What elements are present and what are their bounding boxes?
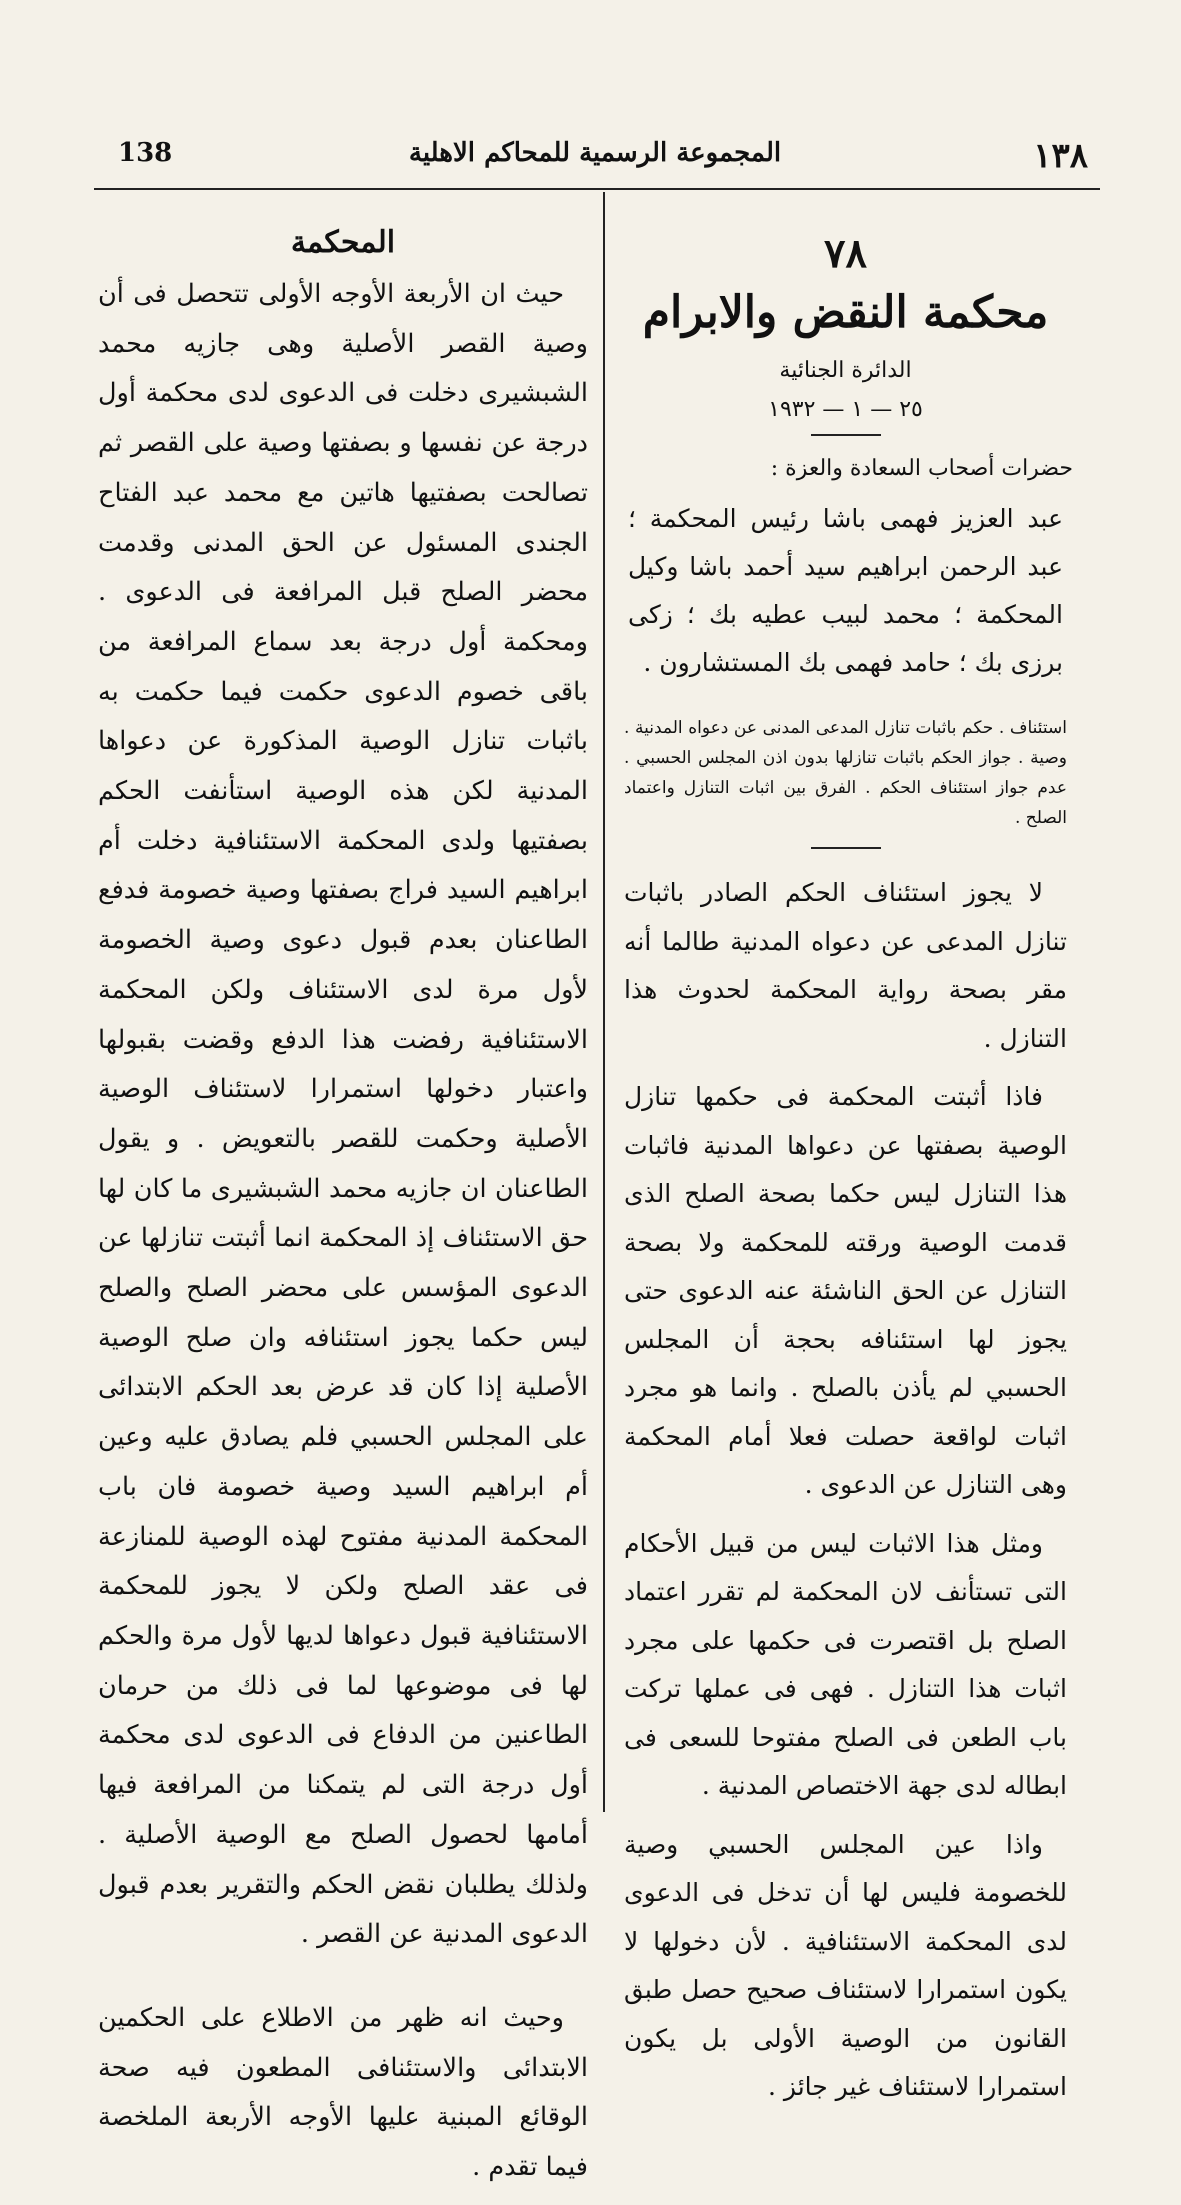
column-divider [603,192,605,1812]
publication-title: المجموعة الرسمية للمحاكم الاهلية [408,138,782,168]
case-summary: استئناف . حكم باثبات تنازل المدعى المدنى عن دعواه المدنية . وصية . جواز الحكم باثبات تنازلها بدون اذن المجلس الحسبي . عدم جواز استئناف الحكم . الفرق بين اثبات التنازل واعتماد الصلح . [624,718,1067,828]
judgment-paragraph: حيث ان الأربعة الأوجه الأولى تتحصل فى أن وصية القصر الأصلية وهى جازيه محمد الشبشيرى دخلت فى الدعوى لدى محكمة أول درجة عن نفسها و بصفتها وصية على القصر ثم تصالحت بصفتيها هاتين مع محمد عبد الفتاح الجندى المسئول عن الحق المدنى وقدمت محضر الصلح قبل المرافعة فى الدعوى . ومحكمة أول درجة بعد سماع المرافعة من باقى خصوم الدعوى حكمت فيما حكمت به باثبات تنازل الوصية المذكورة عن دعواها المدنية لكن هذه الوصية استأنفت الحكم بصفتيها ولدى المحكمة الاستئنافية دخلت أم ابراهيم السيد فراج بصفتها وصية خصومة فدفع الطاعنان بعدم قبول دعوى وصية الخصومة لأول مرة لدى الاستئناف ولكن المحكمة الاستئنافية رفضت هذا الدفع وقضت بقبولها واعتبار دخولها استمرارا لاستئناف الوصية الأصلية وحكمت للقصر بالتعويض . و يقول الطاعنان ان جازيه محمد الشبشيرى ما كان لها حق الاستئناف إذ المحكمة انما أثبتت تنازلها عن الدعوى المؤسس على محضر الصلح والصلح ليس حكما يجوز استئنافه وان صلح الوصية الأصلية إذا كان قد عرض بعد الحكم الابتدائى على المجلس الحسبي فلم يصادق عليه وعين أم ابراهيم السيد وصية خصومة فان باب المحكمة المدنية مفتوح لهذه الوصية للمنازعة فى عقد الصلح ولكن لا يجوز للمحكمة الاستئنافية قبول دعواها لديها لأول مرة والحكم لها فى موضوعها لما فى ذلك من حرمان الطاعنين من الدفاع فى الدعوى لدى محكمة أول درجة التى لم يتمكنا من المرافعة فيها أمامها لحصول الصلح مع الوصية الأصلية . ولذلك يطلبان نقض الحكم والتقرير بعدم قبول الدعوى المدنية عن القصر . [98,279,588,1950]
principle-paragraph: واذا عين المجلس الحسبي وصية للخصومة فليس لها أن تدخل فى الدعوى لدى المحكمة الاستئنافية . لأن دخولها لا يكون استمرارا لاستئناف صحيح حصل طبق القانون من الوصية الأولى بل يكون استمرارا لاستئناف غير جائز . [624,1829,1067,2101]
page-number-latin: 138 [118,138,173,168]
divider-short [811,434,881,436]
right-column [618,230,1073,2122]
circuit-name: الدائرة الجنائية [779,358,912,383]
left-column [98,225,588,2205]
judges-list: عبد العزيز فهمى باشا رئيس المحكمة ؛ عبد الرحمن ابراهيم سيد أحمد باشا وكيل المحكمة ؛ محمد لبيب عطيه بك ؛ زكى برزى بك ؛ حامد فهمى بك المستشارون . [628,504,1063,677]
page-number-arabic: ١٣٨ [1033,136,1088,176]
case-number: ٧٨ [824,230,867,277]
judgment-paragraph: وحيث انه ظهر من الاطلاع على الحكمين الابتدائى والاستئنافى المطعون فيه صحة الوقائع المبنية عليها الأوجه الأربعة الملخصة فيما تقدم . [98,2002,588,2183]
divider-short [811,847,881,849]
principle-paragraph: ومثل هذا الاثبات ليس من قبيل الأحكام التى تستأنف لان المحكمة لم تقرر اعتماد الصلح بل اقتصرت فى حكمها على مجرد اثبات هذا التنازل . فهى فى عملها تركت باب الطعن فى الصلح مفتوحا للسعى فى ابطاله لدى جهة الاختصاص المدنية . [624,1528,1067,1800]
ruling-date: ٢٥ — ١ — ١٩٣٢ [768,397,923,422]
page-header [90,138,1100,178]
header-rule [94,188,1100,190]
court-name: محكمة النقض والابرام [642,287,1049,338]
section-title: المحكمة [290,225,396,260]
presence-title: حضرات أصحاب السعادة والعزة : [770,456,1073,481]
principle-paragraph: لا يجوز استئناف الحكم الصادر باثبات تنازل المدعى عن دعواه المدنية طالما أنه مقر بصحة رواية المحكمة لحدوث هذا التنازل . [624,878,1067,1053]
principle-paragraph: فاذا أثبتت المحكمة فى حكمها تنازل الوصية بصفتها عن دعواها المدنية فاثبات هذا التنازل ليس حكما بصحة الصلح الذى قدمت الوصية ورقته للمحكمة ولا بصحة التنازل عن الحق الناشئة عنه الدعوى حتى يجوز لها استئنافه بحجة أن المجلس الحسبي لم يأذن بالصلح . وانما هو مجرد اثبات لواقعة حصلت فعلا أمام المحكمة وهى التنازل عن الدعوى . [624,1082,1067,1499]
